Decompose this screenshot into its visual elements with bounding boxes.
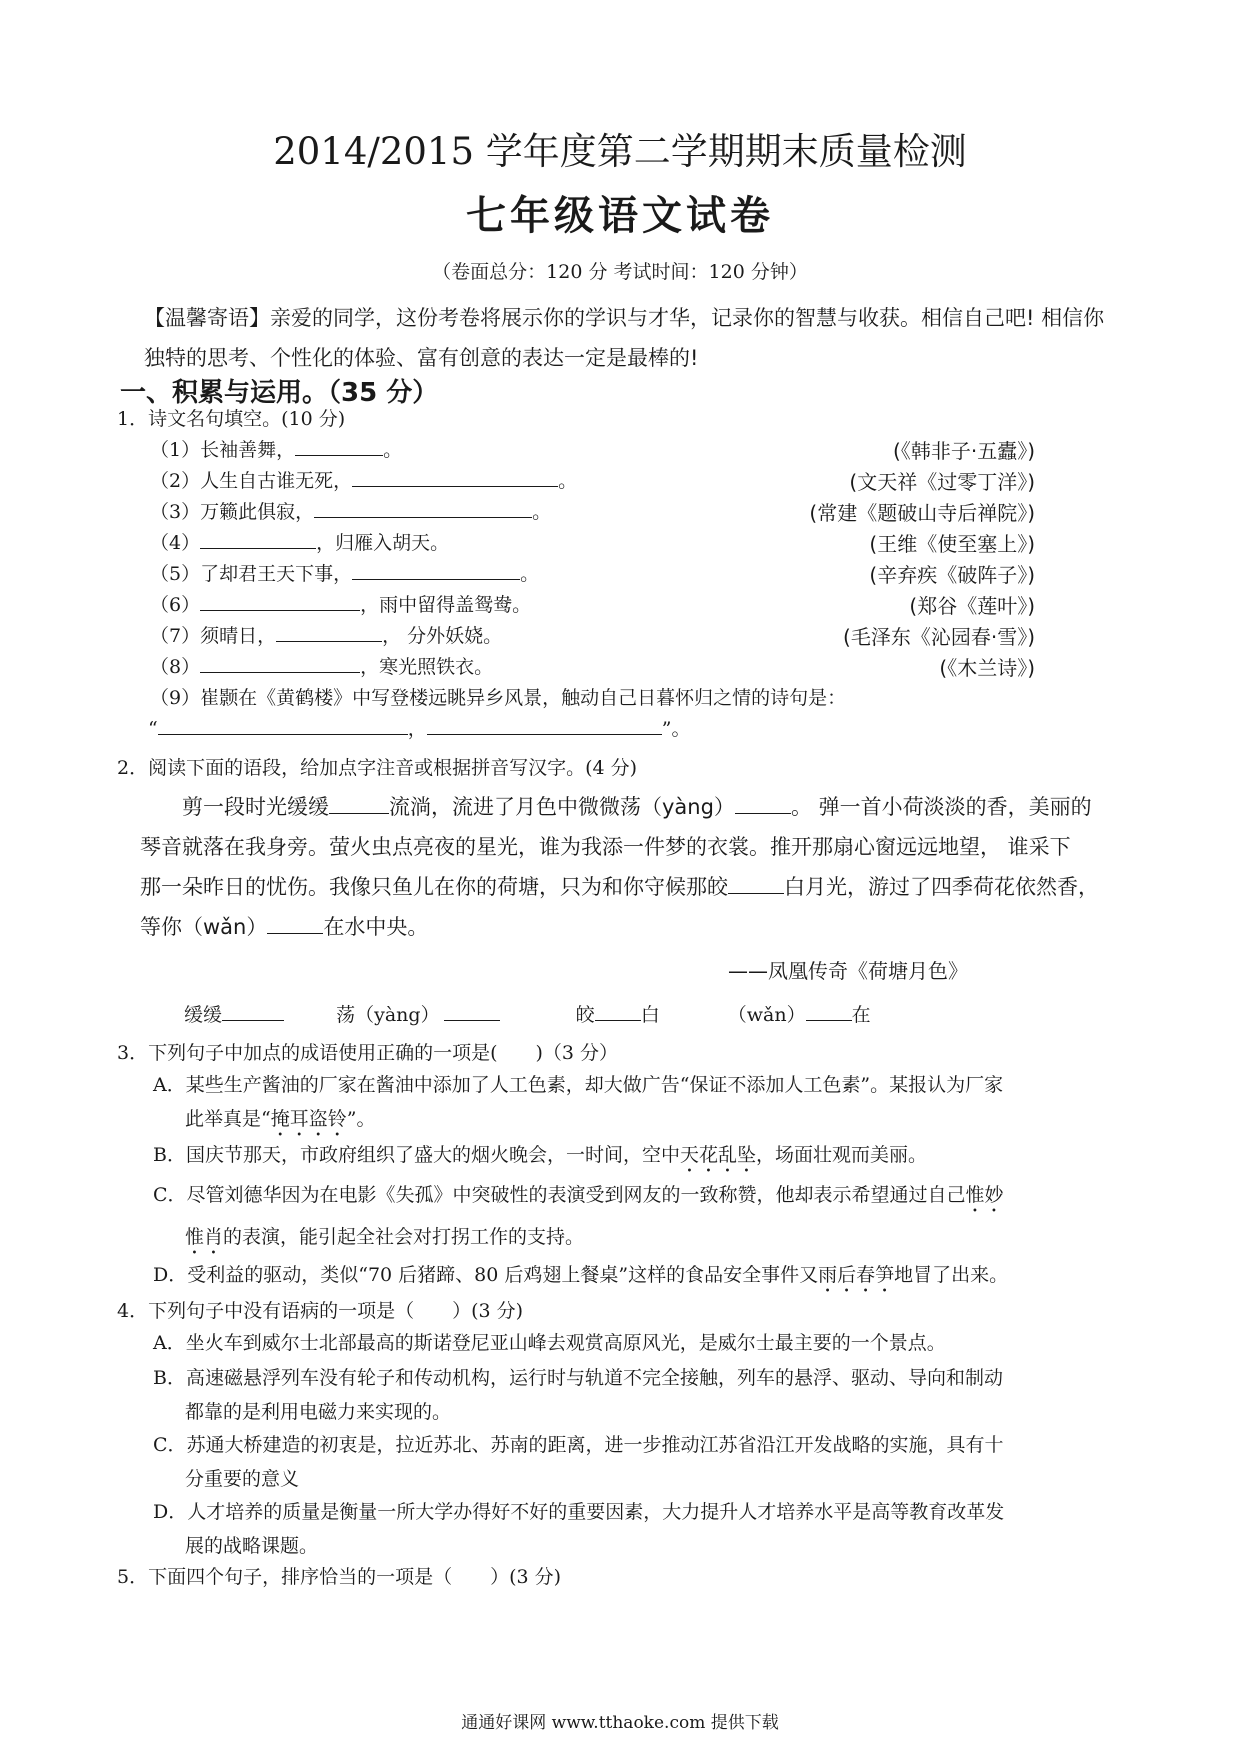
answer-blank[interactable] [728, 875, 784, 894]
q2-para-line-3 [140, 865, 1120, 909]
label: 在 [851, 1004, 871, 1026]
answer-blank[interactable] [444, 1002, 500, 1021]
option-text: B．高速磁悬浮列车没有轮子和传动机构，运行时与轨道不完全接触，列车的悬浮、驱动、导向和制动 [153, 1367, 1003, 1389]
q1-item-4-text: （4） [150, 532, 201, 554]
q1-item-7 [150, 623, 502, 649]
label: 缓缓 [184, 1004, 223, 1026]
q4-option-a[interactable]: A．坐火车到威尔士北部最高的斯诺登尼亚山峰去观赏高原风光，是威尔士最主要的一个景点。 [153, 1332, 946, 1354]
exam-title: 2014/2015 学年度第二学期期末质量检测 [273, 130, 967, 173]
text: 此举真是“ [185, 1108, 271, 1130]
q1-item-6-text: （6） [150, 594, 201, 616]
dotted-idiom: 雨后春笋 [818, 1264, 895, 1286]
text: 白月光，游过了四季荷花依然香， [784, 875, 1099, 899]
q1-item-1-text: （1）长袖善舞， [150, 439, 296, 461]
dotted-idiom: 天花乱坠 [679, 1144, 756, 1166]
text: 的表演，能引起全社会对打拐工作的支持。 [223, 1226, 585, 1248]
option-text-cont: 都靠的是利用电磁力来实现的。 [185, 1401, 452, 1423]
label: 荡（yàng） [336, 1004, 440, 1026]
text: C．尽管刘德华因为在电影《失孤》中突破性的表演受到网友的一致称赞，他却表示希望通过自己 [153, 1184, 966, 1206]
answer-blank[interactable] [200, 530, 316, 549]
dotted-idiom: 惟肖 [185, 1226, 224, 1248]
answer-blank[interactable] [352, 561, 520, 580]
answer-blank[interactable] [222, 1002, 284, 1021]
q1-item-7-text: （7）须晴日， [150, 625, 277, 647]
close-quote: ”。 [661, 718, 691, 740]
answer-blank[interactable] [427, 716, 662, 735]
answer-blank[interactable] [595, 1002, 641, 1021]
q2-para-line-2: 琴音就落在我身旁。萤火虫点亮夜的星光，谁为我添一件梦的衣裳。推开那扇心窗远远地望， 谁采下 [140, 835, 1071, 859]
question-3-stem: 3．下列句子中加点的成语使用正确的一项是( )（3 分） [117, 1042, 619, 1064]
q1-item-5 [150, 561, 539, 587]
q1-item-8-text: （8） [150, 656, 201, 678]
answer-blank[interactable] [314, 499, 532, 518]
option-text: C．苏通大桥建造的初衷是，拉近苏北、苏南的距离，进一步推动江苏省沿江开发战略的实施，具有十 [153, 1434, 1004, 1456]
option-text-cont: 分重要的意义 [185, 1468, 300, 1490]
q1-item-1 [150, 437, 402, 463]
exam-info: （卷面总分：120 分 考试时间：120 分钟） [432, 261, 808, 283]
q1-item-7-end: ， 分外妖娆。 [382, 625, 503, 647]
text: 剪一段时光缓缓 [182, 795, 329, 819]
q1-item-9: （9）崔颢在《黄鹤楼》中写登楼远眺异乡风景，触动自己日暮怀归之情的诗句是： [150, 687, 847, 709]
warm-message: 【温馨寄语】亲爱的同学，这份考卷将展示你的学识与才华，记录你的智慧与收获。相信自己吧! 相信你独特的思考、个性化的体验、富有创意的表达一定是最棒的! [144, 306, 1105, 370]
question-5-stem: 5．下面四个句子，排序恰当的一项是（ ）(3 分) [117, 1566, 562, 1588]
q2-para-line-1 [182, 785, 1162, 829]
q1-item-2-end: 。 [558, 470, 578, 492]
q1-source-3: (常建《题破山寺后禅院》) [809, 501, 1035, 525]
text: ”。 [346, 1108, 376, 1130]
q1-item-5-text: （5）了却君王天下事， [150, 563, 353, 585]
text: 在水中央。 [323, 915, 429, 939]
text: 那一朵昨日的忧伤。我像只鱼儿在你的荷塘，只为和你守候那皎 [140, 875, 728, 899]
answer-blank[interactable] [158, 716, 408, 735]
q1-source-2: (文天祥《过零丁洋》) [849, 470, 1035, 494]
q1-source-8: (《木兰诗》) [939, 656, 1035, 680]
text: ，场面壮观而美丽。 [755, 1144, 927, 1166]
answer-blank[interactable] [352, 468, 558, 487]
q4-option-d[interactable] [153, 1495, 1128, 1563]
dotted-idiom: 掩耳盗铃 [270, 1108, 347, 1130]
text: B．国庆节那天，市政府组织了盛大的烟火晚会，一时间，空中 [153, 1144, 680, 1166]
q1-item-3 [150, 499, 551, 525]
q1-source-5: (辛弃疾《破阵子》) [869, 563, 1035, 587]
option-text-cont: 展的战略课题。 [185, 1535, 319, 1557]
q1-source-4: (王维《使至塞上》) [869, 532, 1035, 556]
answer-blank[interactable] [267, 915, 323, 934]
q1-item-4 [150, 530, 449, 556]
answer-blank[interactable] [806, 1002, 852, 1021]
q2-para-line-4 [140, 905, 1120, 949]
exam-subtitle: 七年级语文试卷 [466, 193, 774, 239]
q1-item-6 [150, 592, 531, 618]
q1-item-1-end: 。 [383, 439, 403, 461]
question-1-stem: 1．诗文名句填空。(10 分) [117, 408, 346, 430]
q3-option-b[interactable] [153, 1138, 1128, 1177]
q1-item-8-end: ，寒光照铁衣。 [360, 656, 494, 678]
answer-blank[interactable] [200, 654, 360, 673]
option-text: D．人才培养的质量是衡量一所大学办得好不好的重要因素，大力提升人才培养水平是高等教育改革发 [153, 1501, 1005, 1523]
q1-item-3-end: 。 [532, 501, 552, 523]
open-quote: “ [148, 718, 158, 740]
option-text: A．某些生产酱油的厂家在酱油中添加了人工色素，却大做广告“保证不添加人工色素”。某报认为厂家 [153, 1074, 1004, 1096]
answer-blank[interactable] [276, 623, 382, 642]
question-2-stem: 2．阅读下面的语段，给加点字注音或根据拼音写汉字。(4 分) [117, 757, 638, 779]
footer-credit: 通通好课网 www.tthaoke.com 提供下载 [461, 1713, 779, 1733]
answer-blank[interactable] [200, 592, 360, 611]
answer-blank[interactable] [735, 795, 791, 814]
option-text-cont [153, 1102, 1128, 1141]
q4-option-c[interactable] [153, 1428, 1128, 1496]
q1-source-6: (郑谷《莲叶》) [909, 594, 1035, 618]
q1-item-4-end: ，归雁入胡天。 [316, 532, 450, 554]
q4-option-b[interactable] [153, 1361, 1128, 1429]
label: 皎 [575, 1004, 595, 1026]
answer-blank[interactable] [295, 437, 383, 456]
text: 等你（wǎn） [140, 915, 268, 939]
q1-item-8 [150, 654, 493, 680]
q1-item-5-end: 。 [520, 563, 540, 585]
q3-option-a[interactable] [153, 1068, 1128, 1141]
q1-item-2 [150, 468, 577, 494]
question-4-stem: 4．下列句子中没有语病的一项是（ ）(3 分) [117, 1300, 524, 1322]
dotted-idiom: 惟妙 [965, 1184, 1004, 1206]
q3-option-d[interactable] [153, 1258, 1128, 1297]
section-heading: 一、积累与运用。（35 分） [120, 378, 439, 408]
q2-source: ——凤凰传奇《荷塘月色》 [728, 959, 968, 983]
q3-option-c[interactable] [153, 1175, 1128, 1259]
q1-source-1: (《韩非子·五蠹》) [893, 439, 1035, 463]
q1-item-2-text: （2）人生自古谁无死， [150, 470, 353, 492]
text: 。 弹一首小荷淡淡的香，美丽的 [790, 795, 1092, 819]
q1-item-6-end: ，雨中留得盖鸳鸯。 [360, 594, 532, 616]
q1-item-9-answer [148, 716, 690, 742]
q1-source-7: (毛泽东《沁园春·雪》) [843, 625, 1035, 649]
q2-answer-row [184, 1000, 871, 1027]
q1-item-3-text: （3）万籁此俱寂， [150, 501, 315, 523]
label: 白 [640, 1004, 660, 1026]
answer-blank[interactable] [329, 795, 389, 814]
label: （wǎn） [727, 1004, 806, 1026]
text: D．受利益的驱动，类似“70 后猪蹄、80 后鸡翅上餐桌”这样的食品安全事件又 [153, 1264, 819, 1286]
comma: ， [407, 718, 427, 740]
text: 流淌，流进了月色中微微荡（yàng） [389, 795, 735, 819]
text: 地冒了出来。 [894, 1264, 1009, 1286]
